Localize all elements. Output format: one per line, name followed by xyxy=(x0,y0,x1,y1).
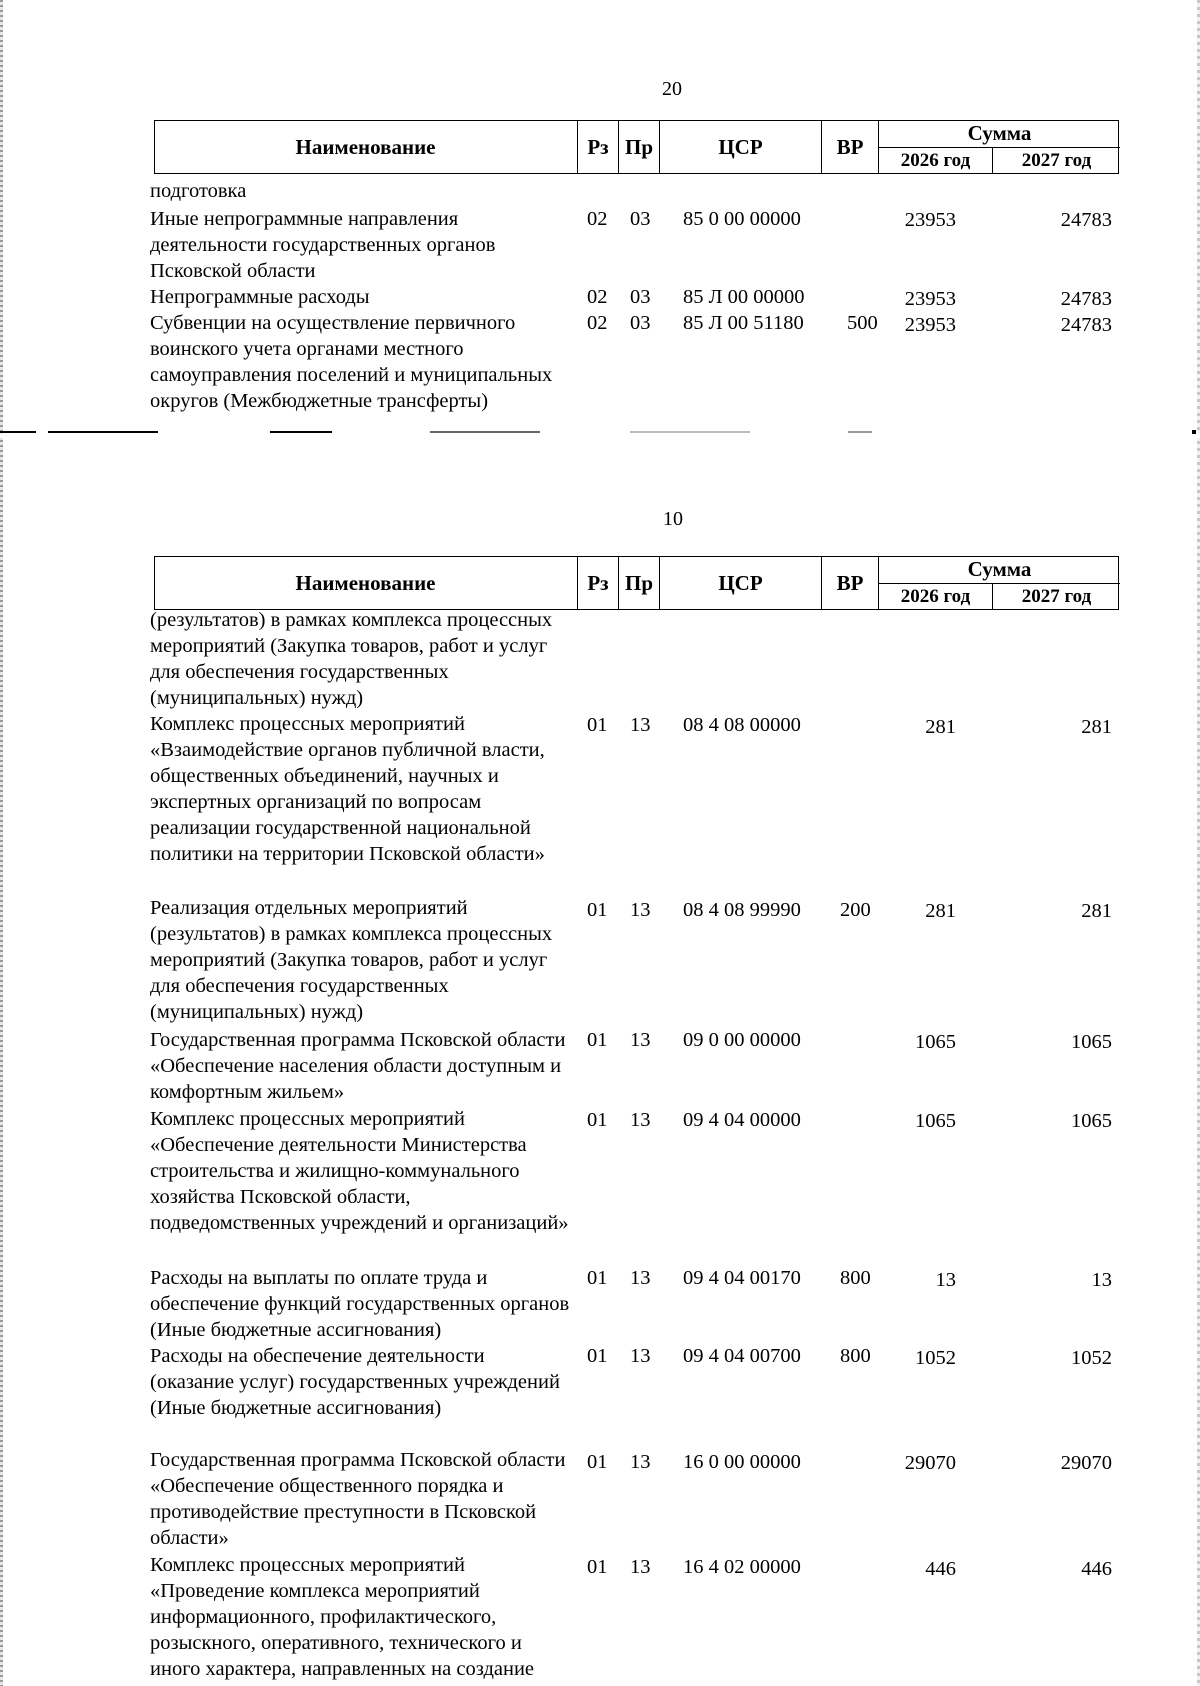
row-vr: 500 xyxy=(847,312,878,334)
header-name: Наименование xyxy=(295,134,436,159)
row-name: Комплекс процессных мероприятий «Взаимодействие органов публичной власти, общественных объединений, научных и экспертных организаций по вопросам реализации государственной национальной политики на территории Псковской области» xyxy=(150,713,545,865)
row-sum-2027: 1065 xyxy=(1071,1031,1112,1053)
row-name: Субвенции на осуществление первичного воинского учета органами местного самоуправления поселений и муниципальных округов (Межбюджетные трансферты) xyxy=(150,312,553,412)
row-rz: 01 xyxy=(587,899,608,921)
row-pr: 13 xyxy=(630,1109,651,1131)
row-pr: 13 xyxy=(630,899,651,921)
row-vr: 800 xyxy=(840,1345,871,1367)
row-name: Иные непрограммные направления деятельности государственных органов Псковской области xyxy=(150,208,496,282)
row-rz: 02 xyxy=(587,286,608,308)
page-number: 20 xyxy=(662,78,682,100)
row-csr: 85 Л 00 51180 xyxy=(683,312,804,334)
row-pr: 13 xyxy=(630,1267,651,1289)
row-csr: 09 4 04 00000 xyxy=(683,1109,801,1131)
table-header xyxy=(154,120,1119,174)
row-pr: 13 xyxy=(630,714,651,736)
row-csr: 08 4 08 00000 xyxy=(683,714,801,736)
row-sum-2027: 24783 xyxy=(1060,288,1112,310)
row-sum-2027: 29070 xyxy=(1060,1452,1112,1474)
header-pr: Пр xyxy=(618,556,659,610)
row-sum-2026: 29070 xyxy=(904,1452,956,1474)
row-sum-2026: 281 xyxy=(925,900,956,922)
row-pr: 13 xyxy=(630,1451,651,1473)
row-name: Государственная программа Псковской области «Обеспечение общественного порядка и противодействие преступности в Псковской области» xyxy=(150,1449,566,1549)
header-year-2026: 2026 год xyxy=(879,583,992,610)
header-sum: Сумма xyxy=(967,121,1032,145)
carry-over-text: подготовка xyxy=(150,180,247,202)
header-sum-group xyxy=(878,120,1119,174)
row-rz: 01 xyxy=(587,1345,608,1367)
row-pr: 13 xyxy=(630,1556,651,1578)
row-csr: 08 4 08 99990 xyxy=(683,899,801,921)
header-rz: Рз xyxy=(577,120,618,174)
header-rz: Рз xyxy=(577,556,618,610)
row-sum-2026: 446 xyxy=(925,1558,956,1580)
row-rz: 02 xyxy=(587,312,608,334)
header-sum-group xyxy=(878,556,1119,610)
row-csr: 16 4 02 00000 xyxy=(683,1556,801,1578)
carry-over-text: (результатов) в рамках комплекса процессных мероприятий (Закупка товаров, работ и услуг для обеспечения государственных (муниципальных) нужд) xyxy=(150,609,553,709)
row-sum-2026: 1065 xyxy=(915,1031,956,1053)
row-sum-2026: 13 xyxy=(935,1269,956,1291)
row-csr: 09 4 04 00170 xyxy=(683,1267,801,1289)
row-csr: 85 Л 00 00000 xyxy=(683,286,805,308)
row-rz: 01 xyxy=(587,1109,608,1131)
table-header xyxy=(154,556,1119,610)
row-pr: 13 xyxy=(630,1029,651,1051)
row-rz: 01 xyxy=(587,1029,608,1051)
row-pr: 03 xyxy=(630,208,651,230)
header-csr: ЦСР xyxy=(659,556,821,610)
row-csr: 85 0 00 00000 xyxy=(683,208,801,230)
row-sum-2027: 24783 xyxy=(1060,209,1112,231)
header-pr: Пр xyxy=(618,120,659,174)
scan-edge-left xyxy=(0,0,3,1686)
row-rz: 01 xyxy=(587,714,608,736)
row-name: Расходы на обеспечение деятельности (оказание услуг) государственных учреждений (Иные бюджетные ассигнования) xyxy=(150,1345,560,1419)
row-name: Непрограммные расходы xyxy=(150,286,370,308)
row-name: Государственная программа Псковской области «Обеспечение населения области доступным и комфортным жильем» xyxy=(150,1029,566,1103)
row-sum-2026: 23953 xyxy=(904,314,956,336)
header-year-2027: 2027 год xyxy=(992,147,1120,174)
header-vr: ВР xyxy=(821,556,878,610)
header-year-2027: 2027 год xyxy=(992,583,1120,610)
row-sum-2027: 281 xyxy=(1081,716,1112,738)
row-rz: 02 xyxy=(587,208,608,230)
row-vr: 200 xyxy=(840,899,871,921)
row-pr: 03 xyxy=(630,286,651,308)
row-sum-2026: 23953 xyxy=(904,288,956,310)
row-csr: 16 0 00 00000 xyxy=(683,1451,801,1473)
row-name: Расходы на выплаты по оплате труда и обеспечение функций государственных органов (Иные бюджетные ассигнования) xyxy=(150,1267,570,1341)
cut-mask xyxy=(0,434,1200,438)
row-sum-2027: 24783 xyxy=(1060,314,1112,336)
row-rz: 01 xyxy=(587,1556,608,1578)
row-rz: 01 xyxy=(587,1267,608,1289)
row-sum-2026: 23953 xyxy=(904,209,956,231)
row-sum-2027: 1052 xyxy=(1071,1347,1112,1369)
row-name: Комплекс процессных мероприятий «Обеспечение деятельности Министерства строительства и жилищно-коммунального хозяйства Псковской области, подведомственных учреждений и организаций» xyxy=(150,1108,569,1234)
header-year-2026: 2026 год xyxy=(879,147,992,174)
row-pr: 03 xyxy=(630,312,651,334)
header-sum: Сумма xyxy=(967,557,1032,581)
row-pr: 13 xyxy=(630,1345,651,1367)
row-sum-2026: 281 xyxy=(925,716,956,738)
row-sum-2027: 281 xyxy=(1081,900,1112,922)
header-csr: ЦСР xyxy=(659,120,821,174)
row-name: Реализация отдельных мероприятий (результатов) в рамках комплекса процессных мероприятий (Закупка товаров, работ и услуг для обеспечения государственных (муниципальных) нужд) xyxy=(150,897,553,1023)
row-sum-2026: 1052 xyxy=(915,1347,956,1369)
row-sum-2026: 1065 xyxy=(915,1110,956,1132)
page-number: 10 xyxy=(663,508,683,530)
row-csr: 09 4 04 00700 xyxy=(683,1345,801,1367)
row-sum-2027: 1065 xyxy=(1071,1110,1112,1132)
row-name: Комплекс процессных мероприятий «Проведение комплекса мероприятий информационного, профилактического, розыскного, оперативного, технического и иного характера, направленных на создание xyxy=(150,1554,535,1680)
row-sum-2027: 13 xyxy=(1091,1269,1112,1291)
header-vr: ВР xyxy=(821,120,878,174)
header-name: Наименование xyxy=(295,570,436,595)
row-sum-2027: 446 xyxy=(1081,1558,1112,1580)
row-csr: 09 0 00 00000 xyxy=(683,1029,801,1051)
row-rz: 01 xyxy=(587,1451,608,1473)
row-vr: 800 xyxy=(840,1267,871,1289)
